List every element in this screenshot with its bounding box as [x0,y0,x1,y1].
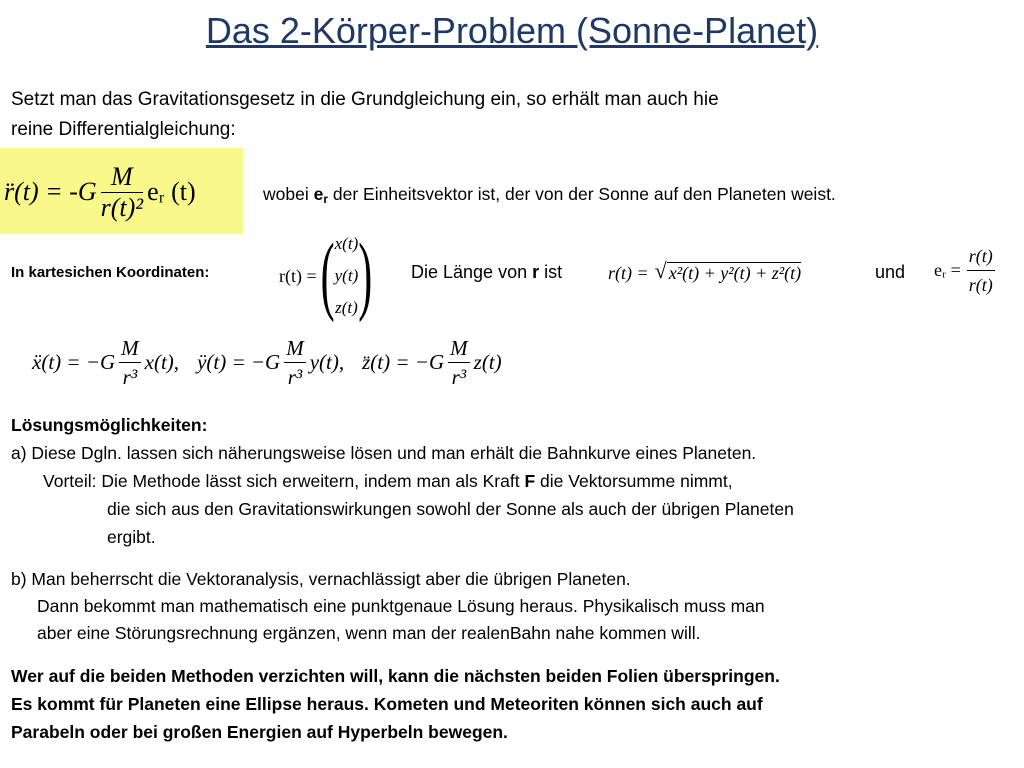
loesung-a-line-2-post: die Vektorsumme nimmt, [535,471,733,491]
wobei-pre: wobei [263,184,314,204]
fazit-line-2: Es kommt für Planeten eine Ellipse heraus. Kometen und Meteoriten können sich auch auf [11,694,763,714]
main-formula-fraction [101,162,143,223]
component-x-fraction [119,334,141,391]
component-x-lhs: ẍ(t) = −G [32,349,116,374]
component-y-numerator: M [284,334,306,363]
vector-x: x(t) [334,234,359,253]
position-vector-column [335,228,359,324]
unit-vector-formula [934,238,995,302]
component-equation-z [362,334,502,391]
loesung-b-line-1: b) Man beherrscht die Vektoranalysis, vernachlässigt aber die übrigen Planeten. [11,569,631,589]
laenge-pre: Die Länge von [411,262,533,282]
loesungen-heading: Lösungsmöglichkeiten: [11,415,208,435]
laenge-radicand: x²(t) + y²(t) + z²(t) [668,263,802,283]
page-title: Das 2-Körper-Problem (Sonne-Planet) [205,10,819,51]
kartesisch-label: In kartesichen Koordinaten: [11,264,210,281]
intro-line-2: reine Differentialgleichung: [11,119,236,140]
intro-line-1: Setzt man das Gravitationsgesetz in die Grundgleichung ein, so erhält man auch hie [11,89,719,110]
fazit-line-3: Parabeln oder bei großen Energien auf Hyperbeln bewegen. [11,722,508,742]
component-z-fraction [448,334,470,391]
wobei-vector: e [313,184,324,204]
laenge-bold: r [532,262,540,282]
sqrt-icon: √ [654,258,667,283]
component-x-denominator: r³ [122,364,138,389]
component-equation-x [32,334,179,391]
main-formula-denominator: r(t)² [100,192,144,222]
main-formula-rhs: eᵣ (t) [147,177,196,206]
component-z-denominator: r³ [451,364,467,389]
laenge-lhs: r(t) = [608,263,649,283]
unit-vector-denominator: r(t) [968,274,993,295]
position-vector [279,228,372,324]
laenge-text [411,262,562,283]
main-formula-numerator: M [101,162,143,193]
component-y-denominator: r³ [287,364,303,389]
wobei-post: der Einheitsvektor ist, der von der Sonne auf den Planeten weist. [328,184,836,204]
loesung-a-line-1: a) Diese Dgln. lassen sich näherungsweise lösen und man erhält die Bahnkurve eines Planeten. [11,443,757,463]
loesung-a-line-2-pre: Vorteil: Die Methode lässt sich erweitern, indem man als Kraft [43,471,525,491]
component-y-lhs: ÿ(t) = −G [197,349,281,374]
loesung-a-line-2 [43,468,733,495]
component-equation-y [197,334,344,391]
component-y-fraction [284,334,306,391]
wobei-subscript: r [323,192,328,206]
unit-vector-numerator: r(t) [967,242,995,271]
vector-z: z(t) [335,298,358,317]
component-z-numerator: M [448,334,470,363]
position-vector-lhs: r(t) = [279,265,317,286]
component-x-rhs: x(t), [144,349,180,374]
component-equations [32,330,502,394]
right-paren-icon: ) [358,227,373,325]
component-z-rhs: z(t) [473,349,502,374]
loesung-a-line-3: die sich aus den Gravitationswirkungen sowohl der Sonne als auch der übrigen Planeten [107,499,794,519]
und-text: und [875,262,906,282]
loesung-a-line-4: ergibt. [107,527,156,547]
left-paren-icon: ( [320,227,335,325]
component-y-rhs: y(t), [309,349,345,374]
laenge-post: ist [539,262,563,282]
main-formula-lhs: r̈(t) = -G [4,177,97,206]
wobei-text [263,184,836,206]
loesung-a-line-2-bold: F [524,471,536,491]
unit-vector-lhs: eᵣ = [934,259,961,280]
loesung-b-line-2: Dann bekommt man mathematisch eine punktgenaue Lösung heraus. Physikalisch muss man [37,596,765,616]
component-z-lhs: z̈(t) = −G [362,349,445,374]
unit-vector-fraction [967,242,995,299]
main-formula [4,156,196,228]
vector-y: y(t) [334,266,359,285]
fazit-line-1: Wer auf die beiden Methoden verzichten will, kann die nächsten beiden Folien überspringen. [11,666,780,686]
laenge-formula [608,258,801,284]
component-x-numerator: M [119,334,141,363]
loesung-b-line-3: aber eine Störungsrechnung ergänzen, wenn man der realenBahn nahe kommen will. [37,623,701,643]
